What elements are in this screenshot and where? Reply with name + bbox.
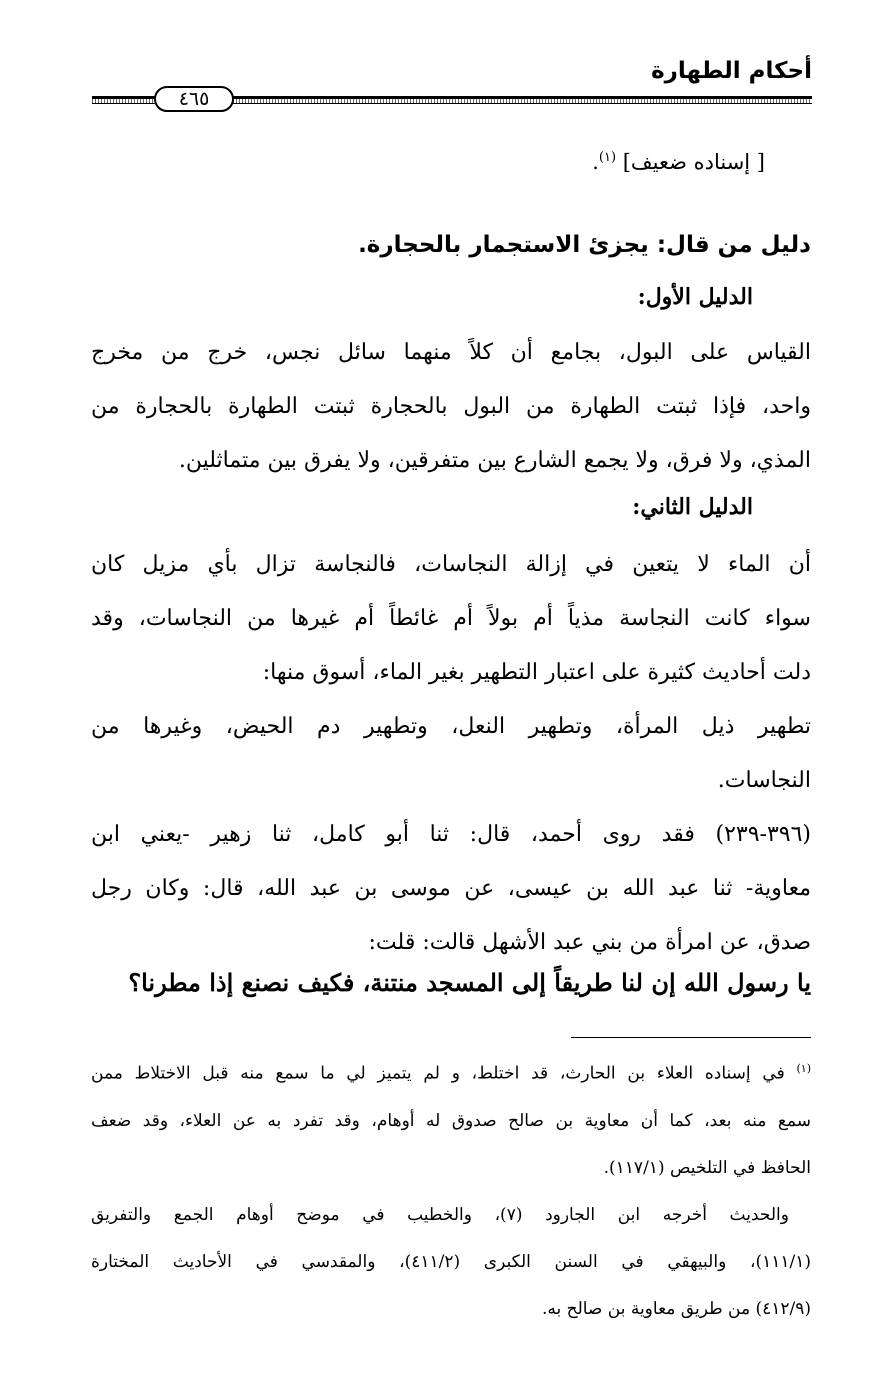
footnote-line (91, 1045, 811, 1098)
footnotes (91, 1045, 811, 1333)
first-evidence-body (91, 326, 811, 488)
paragraph-line: (٣٩٦-٢٣٩) فقد روى أحمد، قال: ثنا أبو كامل، ثنا زهير -يعني ابن (91, 822, 811, 847)
footnote-text: في إسناده العلاء بن الحارث، قد اختلط، و لم يتميز لي ما سمع منه قبل الاختلاط ممن (91, 1063, 785, 1084)
paragraph-line: سواء كانت النجاسة مذياً أم بولاً أم غائطاً أم غيرها من النجاسات، وقد (91, 606, 811, 631)
paragraph-line: المذي، ولا فرق، ولا يجمع الشارع بين متفرقين، ولا يفرق بين متماثلين. (178, 448, 811, 473)
paragraph-line: دلت أحاديث كثيرة على اعتبار التطهير بغير الماء، أسوق منها: (262, 660, 811, 685)
footnote-line: الحافظ في التلخيص (١١٧/١). (603, 1157, 811, 1178)
footnote-line: سمع منه بعد، كما أن معاوية بن صالح صدوق له أوهام، وقد تفرد به عن العلاء، وقد ضعف (91, 1110, 811, 1131)
page-header (92, 52, 812, 122)
footnote-separator (571, 1037, 811, 1038)
footnote-marker: (١) (796, 1062, 812, 1075)
paragraph-line: تطهير ذيل المرأة، وتطهير النعل، وتطهير دم الحيض، وغيرها من (91, 714, 811, 739)
footnote-line: والحديث أخرجه ابن الجارود (٧)، والخطيب في موضح أوهام الجمع والتفريق (91, 1204, 789, 1225)
paragraph-line: النجاسات. (717, 768, 811, 793)
first-evidence-heading: الدليل الأول: (637, 284, 753, 310)
paragraph-line: صدق، عن امرأة من بني عبد الأشهل قالت: قلت: (368, 930, 811, 955)
paragraph-line: القياس على البول، بجامع أن كلاً منهما سائل نجس، خرج من مخرج (91, 340, 811, 365)
paragraph-line: معاوية- ثنا عبد الله بن عيسى، عن موسى بن عبد الله، قال: وكان رجل (91, 876, 811, 901)
isnad-grade (592, 150, 765, 174)
footnote-line: (١١١/١)، والبيهقي في السنن الكبرى (٤١١/٢)، والمقدسي في الأحاديث المختارة (91, 1251, 811, 1272)
footnote-line: (٤١٢/٩) من طريق معاوية بن صالح به. (541, 1298, 811, 1319)
running-title: أحكام الطهارة (651, 58, 812, 84)
isnad-end: . (592, 150, 599, 174)
section-heading: دليل من قال: يجزئ الاستجمار بالحجارة. (358, 232, 811, 258)
hadith-quote: يا رسول الله إن لنا طريقاً إلى المسجد منتنة، فكيف نصنع إذا مطرنا؟ (128, 968, 811, 997)
isnad-grade-text: [ إسناده ضعيف] (622, 150, 765, 174)
paragraph-line: واحد، فإذا ثبتت الطهارة من البول بالحجارة ثبتت الطهارة بالحجارة من (91, 394, 811, 419)
hadith-narration (91, 808, 811, 970)
page-number: ٤٦٥ (154, 86, 234, 112)
footnote-ref-1: (١) (598, 150, 617, 165)
second-evidence-heading: الدليل الثاني: (632, 494, 753, 520)
second-evidence-body (91, 538, 811, 808)
paragraph-line: أن الماء لا يتعين في إزالة النجاسات، فالنجاسة تزال بأي مزيل كان (91, 552, 811, 577)
